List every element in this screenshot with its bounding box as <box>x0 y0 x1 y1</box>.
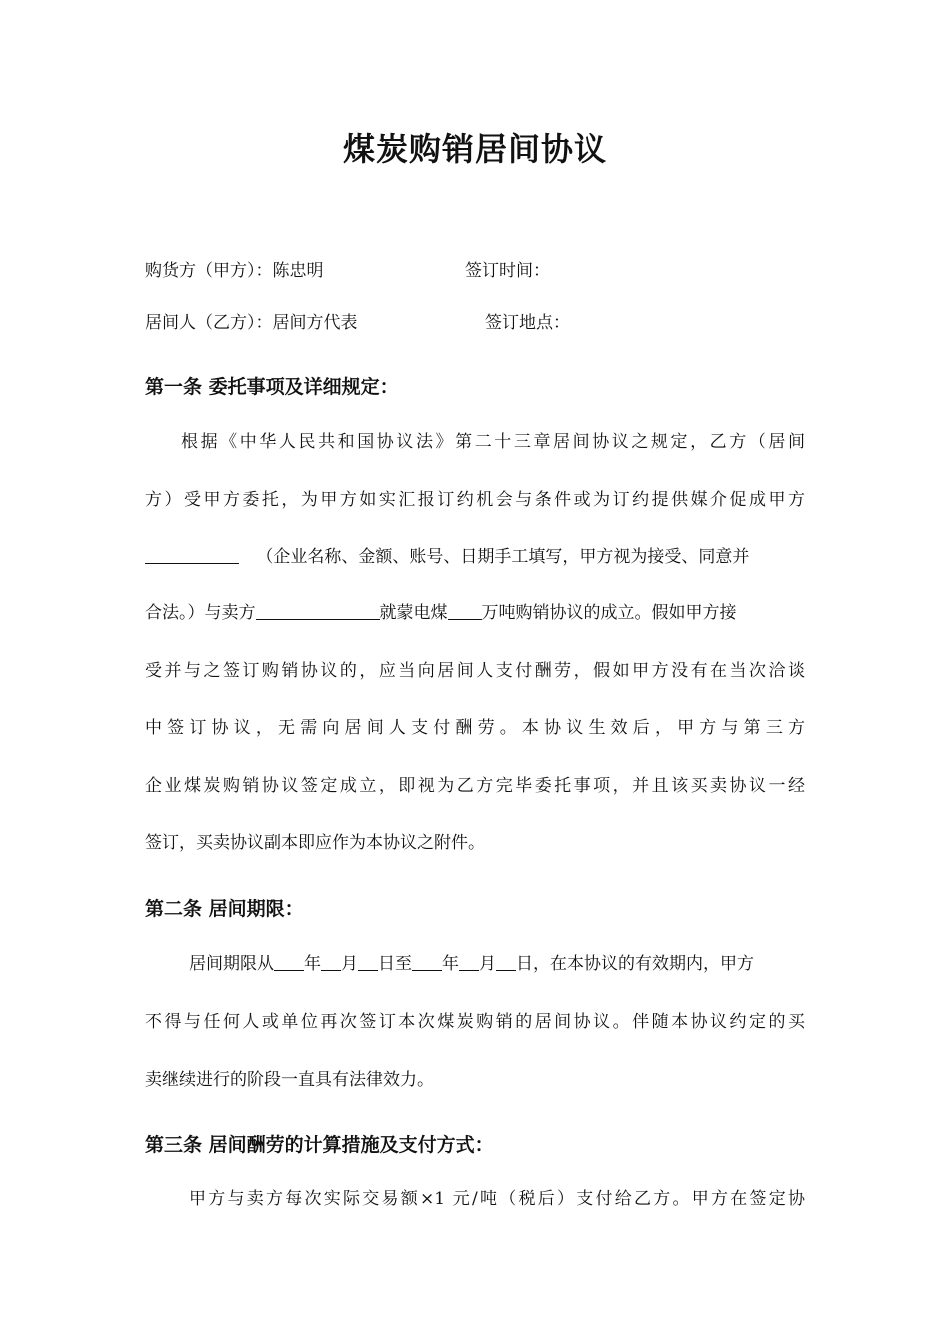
period-from-label: 居间期限从 <box>189 954 274 974</box>
start-year-blank <box>274 952 304 971</box>
article1-line4 <box>145 601 805 625</box>
end-month-blank <box>459 952 479 971</box>
document-title: 煤炭购销居间协议 <box>342 130 607 168</box>
start-year-label: 年 <box>304 954 321 974</box>
article1-line4-part1: 合法。）与卖方 <box>145 603 256 623</box>
end-day-label: 日，在本协议的有效期内，甲方 <box>516 954 754 974</box>
article1-heading: 第一条 委托事项及详细规定： <box>145 376 399 398</box>
end-year-label: 年 <box>442 954 459 974</box>
article2-line2: 不得与任何人或单位再次签订本次煤炭购销的居间协议。伴随本协议约定的买 <box>145 1012 805 1032</box>
article1-line2: 方）受甲方委托，为甲方如实汇报订约机会与条件或为订约提供媒介促成甲方 <box>145 490 805 510</box>
sign-time-label: 签订时间： <box>465 261 550 281</box>
article1-line3-text: （企业名称、金额、账号、日期手工填写，甲方视为接受、同意并 <box>256 547 750 567</box>
buyer-label: 购货方（甲方）：陈忠明 <box>145 261 324 281</box>
intermediary-row <box>145 308 805 332</box>
article3-line1: 甲方与卖方每次实际交易额×1 元/吨（税后）支付给乙方。甲方在签定协 <box>189 1189 805 1209</box>
article1-line1: 根据《中华人民共和国协议法》第二十三章居间协议之规定，乙方（居间 <box>181 432 805 452</box>
article1-line3 <box>145 545 805 569</box>
article1-line6: 中签订协议，无需向居间人支付酬劳。本协议生效后，甲方与第三方 <box>145 718 805 738</box>
article2-heading: 第二条 居间期限： <box>145 898 304 920</box>
end-month-label: 月 <box>479 954 496 974</box>
start-month-blank <box>321 952 341 971</box>
start-day-label: 日至 <box>378 954 412 974</box>
article1-line7: 企业煤炭购销协议签定成立，即视为乙方完毕委托事项，并且该买卖协议一经 <box>145 776 805 796</box>
company-blank <box>145 545 239 564</box>
end-year-blank <box>412 952 442 971</box>
start-day-blank <box>358 952 378 971</box>
sign-place-label: 签订地点： <box>485 313 570 333</box>
start-month-label: 月 <box>341 954 358 974</box>
article3-heading: 第三条 居间酬劳的计算措施及支付方式： <box>145 1134 494 1156</box>
article1-line4-part2: 就蒙电煤 <box>379 603 448 623</box>
seller-blank <box>256 601 380 620</box>
article1-line8: 签订，买卖协议副本即应作为本协议之附件。 <box>145 833 485 853</box>
end-day-blank <box>496 952 516 971</box>
article2-line1 <box>145 952 805 976</box>
buyer-row <box>145 256 805 280</box>
intermediary-label: 居间人（乙方）：居间方代表 <box>145 313 358 333</box>
article2-line3: 卖继续进行的阶段一直具有法律效力。 <box>145 1070 434 1090</box>
tonnage-blank <box>448 601 482 620</box>
article1-line4-part3: 万吨购销协议的成立。假如甲方接 <box>481 603 737 623</box>
article1-line5: 受并与之签订购销协议的，应当向居间人支付酬劳，假如甲方没有在当次洽谈 <box>145 661 805 681</box>
